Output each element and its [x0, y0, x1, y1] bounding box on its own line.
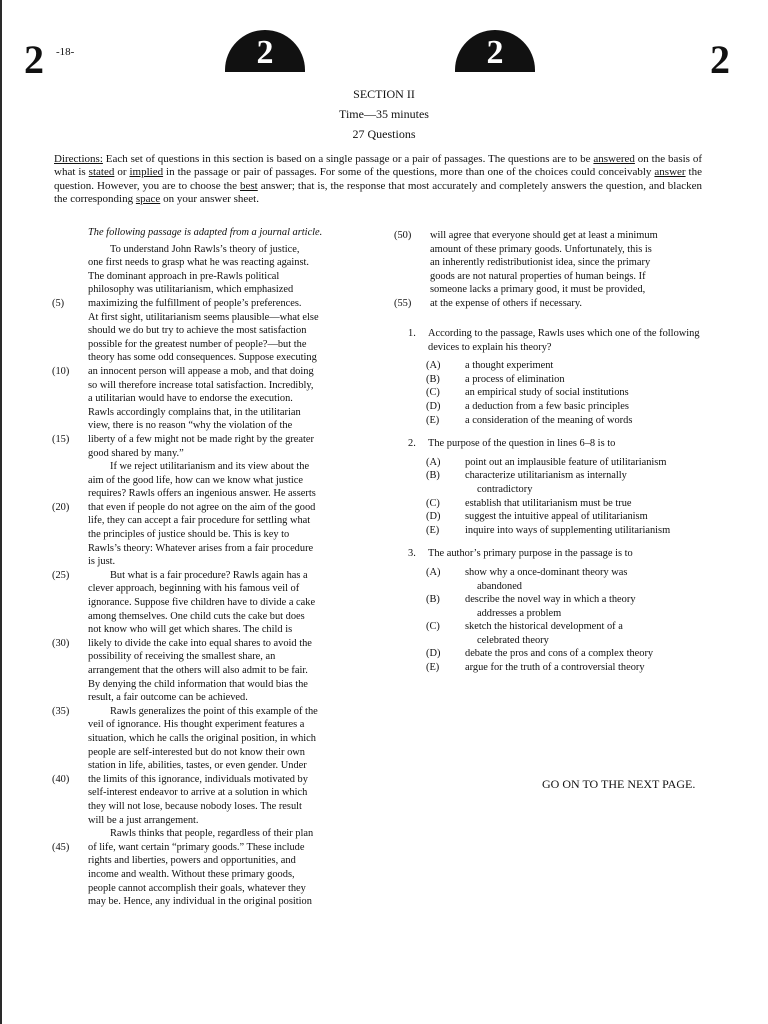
directions-text: Each set of questions in this section is based on a single passage or a pair of passages. The questions are to be: [102, 153, 594, 165]
question-stem: [408, 437, 708, 451]
passage-line: [88, 854, 356, 868]
passage-line: [88, 487, 356, 501]
choice-text: a consideration of the meaning of words: [465, 414, 633, 426]
page-number: -18-: [56, 46, 75, 58]
answer-choice: [408, 620, 708, 647]
line-text: an inherently redistributionist idea, since the primary: [430, 257, 651, 269]
passage-line: [88, 270, 356, 284]
choice-text: describe the novel way in which a theory: [465, 594, 636, 606]
line-number: (30): [52, 637, 70, 649]
passage-intro: The following passage is adapted from a journal article.: [88, 227, 323, 238]
choice-text: suggest the intuitive appeal of utilitarianism: [465, 511, 648, 523]
choice-text-continued: abandoned: [477, 580, 523, 592]
choice-letter: (D): [426, 511, 441, 523]
line-text: To understand John Rawls’s theory of justice,: [110, 243, 300, 255]
answer-choice: [408, 400, 708, 414]
choice-letter: (B): [426, 594, 440, 606]
line-number: (5): [52, 297, 65, 309]
line-text: Rawls’s theory: Whatever arises from a fair procedure: [88, 542, 314, 554]
line-number: (15): [52, 433, 70, 445]
line-number: (45): [52, 841, 70, 853]
passage-line: [88, 351, 356, 365]
line-text: ignorance. Suppose five children have to divide a cake: [88, 597, 316, 609]
line-text: one first needs to grasp what he was reacting against.: [88, 257, 310, 269]
line-text: aim of the good life, how can we know what justice: [88, 474, 303, 486]
directions-label: Directions:: [54, 153, 103, 165]
directions-text: on the basis of what is: [54, 153, 702, 179]
passage-line: [52, 773, 356, 787]
line-text: at the expense of others if necessary.: [430, 297, 582, 309]
line-text: possible for the greatest number of people?—but the: [88, 338, 307, 350]
choice-text-continued: contradictory: [477, 483, 533, 495]
choice-letter: (B): [426, 470, 440, 482]
line-text: At first sight, utilitarianism seems plausible—what else: [88, 311, 319, 323]
passage-line: [88, 691, 356, 705]
passage-line: [52, 365, 356, 379]
directions-text: on your answer sheet.: [160, 193, 259, 206]
line-text: will agree that everyone should get at least a minimum: [430, 230, 658, 241]
line-text: will be a just arrangement.: [88, 814, 199, 826]
passage-line: [430, 270, 720, 284]
line-text: station in life, abilities, tastes, or even gender. Under: [88, 760, 307, 772]
passage-line: [88, 623, 356, 637]
passage-line: [88, 528, 356, 542]
passage-line: [88, 800, 356, 814]
answer-choice: [408, 373, 708, 387]
passage-line: [52, 705, 356, 719]
line-number: (35): [52, 705, 70, 717]
passage-line: [430, 243, 720, 257]
choice-letter: (D): [426, 400, 441, 412]
directions-underlined: best: [240, 179, 258, 192]
line-text: people cannot accomplish their goals, whatever they: [88, 882, 306, 894]
question-text: According to the passage, Rawls uses which one of the following devices to explain his theory?: [428, 328, 700, 353]
choice-text: characterize utilitarianism as internally: [465, 470, 627, 482]
answer-choice: [408, 647, 708, 661]
question-stem: [408, 547, 708, 561]
line-text: Rawls accordingly complains that, in the utilitarian: [88, 406, 301, 418]
question-number: 2.: [408, 438, 416, 450]
line-text: income and wealth. Without these primary goods,: [88, 868, 295, 880]
choice-letter: (A): [426, 456, 441, 468]
directions-underlined: answered: [593, 153, 635, 165]
choice-text: point out an implausible feature of utilitarianism: [465, 456, 667, 468]
directions-text: or: [114, 166, 130, 179]
question-number: 1.: [408, 328, 416, 339]
line-text: an innocent person will appease a mob, and that doing: [88, 365, 314, 377]
passage-line: [52, 637, 356, 651]
passage-line: [88, 678, 356, 692]
line-number: (25): [52, 569, 70, 581]
choice-text: a thought experiment: [465, 360, 554, 372]
directions-underlined: stated: [88, 166, 115, 179]
question-2: [408, 437, 708, 537]
choice-letter: (E): [426, 524, 440, 536]
answer-choice: [408, 566, 708, 593]
passage-body: [52, 243, 356, 909]
section-badge-right: 2: [455, 30, 535, 72]
line-text: should we do but try to achieve the most satisfaction: [88, 325, 307, 337]
line-text: is just.: [88, 556, 116, 568]
directions-underlined: space: [135, 193, 161, 206]
passage-line: [88, 582, 356, 596]
line-text: result, a fair outcome can be achieved.: [88, 692, 248, 704]
passage-line: [430, 283, 720, 297]
passage-line: [88, 474, 356, 488]
choice-text: inquire into ways of supplementing utilitarianism: [465, 524, 671, 536]
question-list: [408, 327, 708, 685]
line-number: (10): [52, 365, 70, 377]
passage-line: [430, 256, 720, 270]
question-3: [408, 547, 708, 674]
line-text: veil of ignorance. His thought experiment features a: [88, 719, 305, 731]
choice-text: sketch the historical development of a: [465, 621, 623, 633]
line-text: liberty of a few might not be made right by the greater: [88, 433, 314, 445]
line-text: Rawls generalizes the point of this example of the: [110, 705, 318, 717]
choice-letter: (B): [426, 373, 440, 385]
choice-text: establish that utilitarianism must be true: [465, 497, 632, 509]
go-on-notice: GO ON TO THE NEXT PAGE.: [542, 777, 696, 791]
choice-text-continued: celebrated theory: [477, 634, 549, 646]
line-text: so will therefore increase total satisfaction. Incredibly,: [88, 379, 314, 391]
answer-choice: [408, 497, 708, 511]
passage-line: [88, 718, 356, 732]
line-text: philosophy was utilitarianism, which emphasized: [88, 284, 294, 296]
line-text: By denying the child information that would bias the: [88, 678, 308, 690]
passage-line: [88, 596, 356, 610]
choice-text-continued: addresses a problem: [477, 607, 562, 619]
line-text: rights and liberties, powers and opportunities, and: [88, 855, 296, 867]
passage-line: [52, 433, 356, 447]
passage-line: [88, 542, 356, 556]
passage-line: [88, 650, 356, 664]
directions-underlined: answer: [654, 166, 686, 179]
choice-text: a process of elimination: [465, 373, 565, 385]
line-text: that even if people do not agree on the aim of the good: [88, 501, 316, 513]
passage-line: [52, 841, 356, 855]
line-text: Rawls thinks that people, regardless of their plan: [110, 828, 314, 840]
line-text: the limits of this ignorance, individuals motivated by: [88, 773, 308, 785]
line-text: goods are not natural properties of human beings. If: [430, 270, 646, 282]
passage-line: [88, 746, 356, 760]
line-text: a utilitarian would have to endorse the execution.: [88, 393, 293, 405]
line-text: good shared by many.”: [88, 447, 184, 459]
choice-text: show why a once-dominant theory was: [465, 566, 628, 578]
choice-letter: (E): [426, 414, 440, 426]
choice-letter: (D): [426, 648, 441, 660]
line-text: amount of these primary goods. Unfortunately, this is: [430, 243, 652, 255]
question-text: The purpose of the question in lines 6–8 is to: [428, 438, 616, 450]
line-text: life, they can accept a fair procedure for settling what: [88, 515, 311, 527]
passage-line: [88, 460, 356, 474]
choice-letter: (C): [426, 387, 440, 399]
answer-choice: [408, 661, 708, 675]
line-text: the principles of justice should be. This is key to: [88, 529, 290, 541]
reading-passage: [52, 226, 356, 909]
answer-choice: [408, 593, 708, 620]
passage-line: [88, 610, 356, 624]
line-text: people are self-interested but do not know their own: [88, 746, 305, 758]
line-text: requires? Rawls offers an ingenious answer. He asserts: [88, 488, 316, 500]
question-text: The author’s primary purpose in the passage is to: [428, 548, 633, 560]
passage-line: [88, 827, 356, 841]
line-number: (20): [52, 501, 70, 513]
time-limit: Time—35 minutes: [339, 107, 429, 121]
line-text: likely to divide the cake into equal shares to avoid the: [88, 637, 312, 649]
choice-letter: (C): [426, 621, 440, 633]
passage-line: [88, 786, 356, 800]
section-number-left: 2: [24, 37, 44, 82]
passage-line: [88, 338, 356, 352]
passage-line: [394, 229, 720, 243]
choice-letter: (C): [426, 497, 440, 509]
passage-line: [52, 297, 356, 311]
choice-letter: (E): [426, 662, 440, 674]
line-text: But what is a fair procedure? Rawls again has a: [110, 569, 308, 581]
passage-line: [88, 324, 356, 338]
answer-choice: [408, 469, 708, 496]
answer-choice: [408, 510, 708, 524]
scan-edge-line: [0, 0, 2, 1024]
line-text: they will not lose, because nobody loses. The result: [88, 800, 302, 812]
choice-text: debate the pros and cons of a complex theory: [465, 648, 654, 660]
line-text: The dominant approach in pre-Rawls political: [88, 270, 280, 282]
passage-line: [88, 514, 356, 528]
passage-line: [88, 419, 356, 433]
line-text: possibility of receiving the smallest share, an: [88, 651, 276, 663]
passage-line: [88, 882, 356, 896]
line-text: clever approach, beginning with his famous veil of: [88, 583, 300, 595]
line-text: situation, which he calls the original position, in which: [88, 732, 316, 744]
passage-line: [88, 555, 356, 569]
line-text: theory has some odd consequences. Suppose executing: [88, 352, 317, 364]
line-text: of life, want certain “primary goods.” These include: [88, 841, 305, 853]
passage-line: [88, 732, 356, 746]
line-text: among themselves. One child cuts the cake but does: [88, 610, 305, 622]
directions-text: the question. However, you are to choose the: [54, 166, 702, 192]
line-text: view, there is no reason “why the violation of the: [88, 420, 293, 432]
line-text: If we reject utilitarianism and its view about the: [110, 461, 310, 473]
line-number: (40): [52, 773, 70, 785]
passage-line: [88, 283, 356, 297]
passage-line: [88, 814, 356, 828]
directions-text: in the passage or pair of passages. For some of the questions, more than one of the choices could conceivably: [163, 166, 655, 179]
question-stem: [408, 327, 708, 354]
choice-text: a deduction from a few basic principles: [465, 400, 629, 412]
line-text: self-interest endeavor to arrive at a solution in which: [88, 787, 308, 799]
question-count: 27 Questions: [352, 127, 416, 141]
choice-letter: (A): [426, 566, 441, 578]
passage-line: [88, 406, 356, 420]
directions-text: answer; that is, the response that most accurately and completely answers the question, and blacken the corresponding: [54, 179, 702, 206]
passage-line: [88, 868, 356, 882]
passage-line: [394, 297, 720, 311]
answer-choice: [408, 386, 708, 400]
line-number: (55): [394, 297, 412, 309]
passage-line: [88, 392, 356, 406]
line-number: (50): [394, 230, 412, 241]
question-number: 3.: [408, 548, 416, 560]
passage-line: [52, 501, 356, 515]
question-1: [408, 327, 708, 427]
passage-line: [88, 379, 356, 393]
passage-line: [52, 569, 356, 583]
passage-line: [88, 759, 356, 773]
passage-line: [88, 243, 356, 257]
line-text: someone lacks a primary good, it must be provided,: [430, 284, 646, 296]
answer-choice: [408, 524, 708, 538]
directions: [54, 153, 702, 207]
passage-line: [88, 895, 356, 909]
passage-line: [88, 256, 356, 270]
section-title: SECTION II: [353, 87, 415, 101]
choice-text: argue for the truth of a controversial theory: [465, 662, 645, 674]
section-number-right: 2: [710, 37, 730, 82]
passage-line: [88, 311, 356, 325]
line-text: arrangement that the others will also admit to be fair.: [88, 665, 308, 676]
passage-line: [88, 447, 356, 461]
section-badge-left: 2: [225, 30, 305, 72]
line-text: may be. Hence, any individual in the original position: [88, 896, 312, 908]
passage-continued: [394, 229, 720, 311]
line-text: not know who will get which shares. The child is: [88, 624, 293, 636]
choice-letter: (A): [426, 360, 441, 372]
directions-underlined: implied: [129, 166, 164, 179]
answer-choice: [408, 456, 708, 470]
choice-text: an empirical study of social institutions: [465, 387, 629, 399]
passage-line: [88, 664, 356, 678]
answer-choice: [408, 414, 708, 428]
line-text: maximizing the fulfillment of people’s preferences.: [88, 297, 302, 309]
answer-choice: [408, 359, 708, 373]
